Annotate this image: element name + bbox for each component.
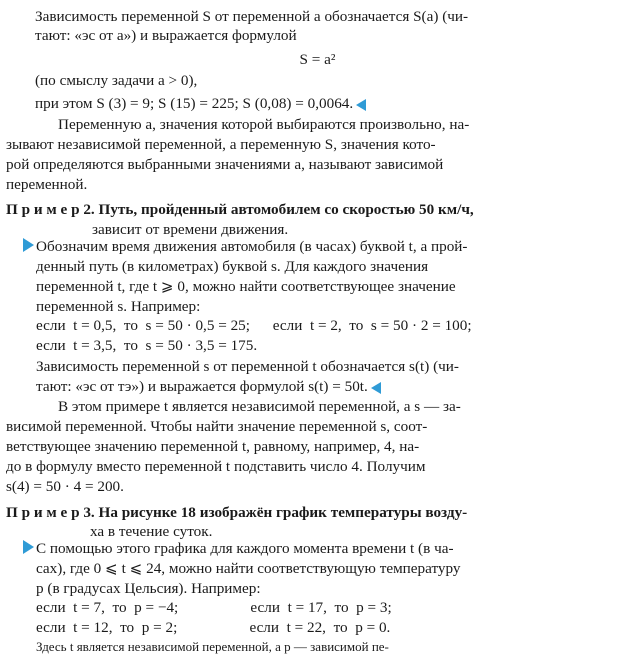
example-heading: П р и м е р 3. На рисунке 18 изображён график температуры возду- bbox=[6, 504, 468, 521]
triangle-right-icon bbox=[23, 238, 34, 252]
formula-line: S = a² bbox=[299, 51, 336, 68]
text-line: до в формулу вместо переменной t подставить число 4. Получим bbox=[6, 458, 426, 475]
text-line bbox=[36, 379, 381, 394]
text-line: (по смыслу задачи a > 0), bbox=[35, 72, 198, 89]
text-line: Здесь t является независимой переменной, а p — зависимой пе- bbox=[36, 639, 389, 654]
text-span: тают: «эс от тэ») и выражается формулой s(t) = 50t. bbox=[36, 378, 368, 395]
text-line: Переменную a, значения которой выбираются произвольно, на- bbox=[58, 116, 470, 133]
text-line: если t = 12, то p = 2; если t = 22, то p = 0. bbox=[36, 619, 391, 636]
triangle-right-icon bbox=[23, 540, 34, 554]
text-line: p (в градусах Цельсия). Например: bbox=[36, 580, 261, 597]
text-line: сах), где 0 ⩽ t ⩽ 24, можно найти соответствующую температуру bbox=[36, 560, 461, 577]
text-line: зывают независимой переменной, а переменную S, значения кото- bbox=[6, 136, 436, 153]
text-line: если t = 3,5, то s = 50 · 3,5 = 175. bbox=[36, 337, 258, 354]
text-line: Зависимость переменной S от переменной a обозначается S(a) (чи- bbox=[35, 8, 469, 25]
text-line: переменной. bbox=[6, 176, 88, 193]
text-line: если t = 0,5, то s = 50 · 0,5 = 25; если t = 2, то s = 50 · 2 = 100; bbox=[36, 317, 472, 334]
text-line: висимой переменной. Чтобы найти значение переменной s, соот- bbox=[6, 418, 428, 435]
text-line: ветствующее значению переменной t, равному, например, 4, на- bbox=[6, 438, 420, 455]
text-line: переменной t, где t ⩾ 0, можно найти соответствующее значение bbox=[36, 278, 456, 295]
text-line: s(4) = 50 · 4 = 200. bbox=[6, 478, 124, 495]
text-line: ха в течение суток. bbox=[90, 523, 213, 540]
text-line: рой определяются выбранными значениями a, называют зависимой bbox=[6, 156, 444, 173]
text-line: В этом примере t является независимой переменной, а s — за- bbox=[58, 398, 461, 415]
text-line: зависит от времени движения. bbox=[92, 221, 289, 238]
triangle-left-icon bbox=[356, 99, 366, 111]
example-heading: П р и м е р 2. Путь, пройденный автомобилем со скоростью 50 км/ч, bbox=[6, 201, 474, 218]
text-span: при этом S (3) = 9; S (15) = 225; S (0,08) = 0,0064. bbox=[35, 95, 354, 112]
text-line: переменной s. Например: bbox=[36, 298, 201, 315]
triangle-left-icon bbox=[371, 382, 381, 394]
text-line bbox=[35, 96, 366, 111]
text-line: Обозначим время движения автомобиля (в часах) буквой t, а прой- bbox=[36, 238, 468, 255]
text-line: Зависимость переменной s от переменной t обозначается s(t) (чи- bbox=[36, 358, 459, 375]
text-line: денный путь (в километрах) буквой s. Для каждого значения bbox=[36, 258, 429, 275]
text-line: С помощью этого графика для каждого момента времени t (в ча- bbox=[36, 540, 454, 557]
text-line: тают: «эс от а») и выражается формулой bbox=[35, 27, 297, 44]
text-line: если t = 7, то p = −4; если t = 17, то p = 3; bbox=[36, 599, 392, 616]
